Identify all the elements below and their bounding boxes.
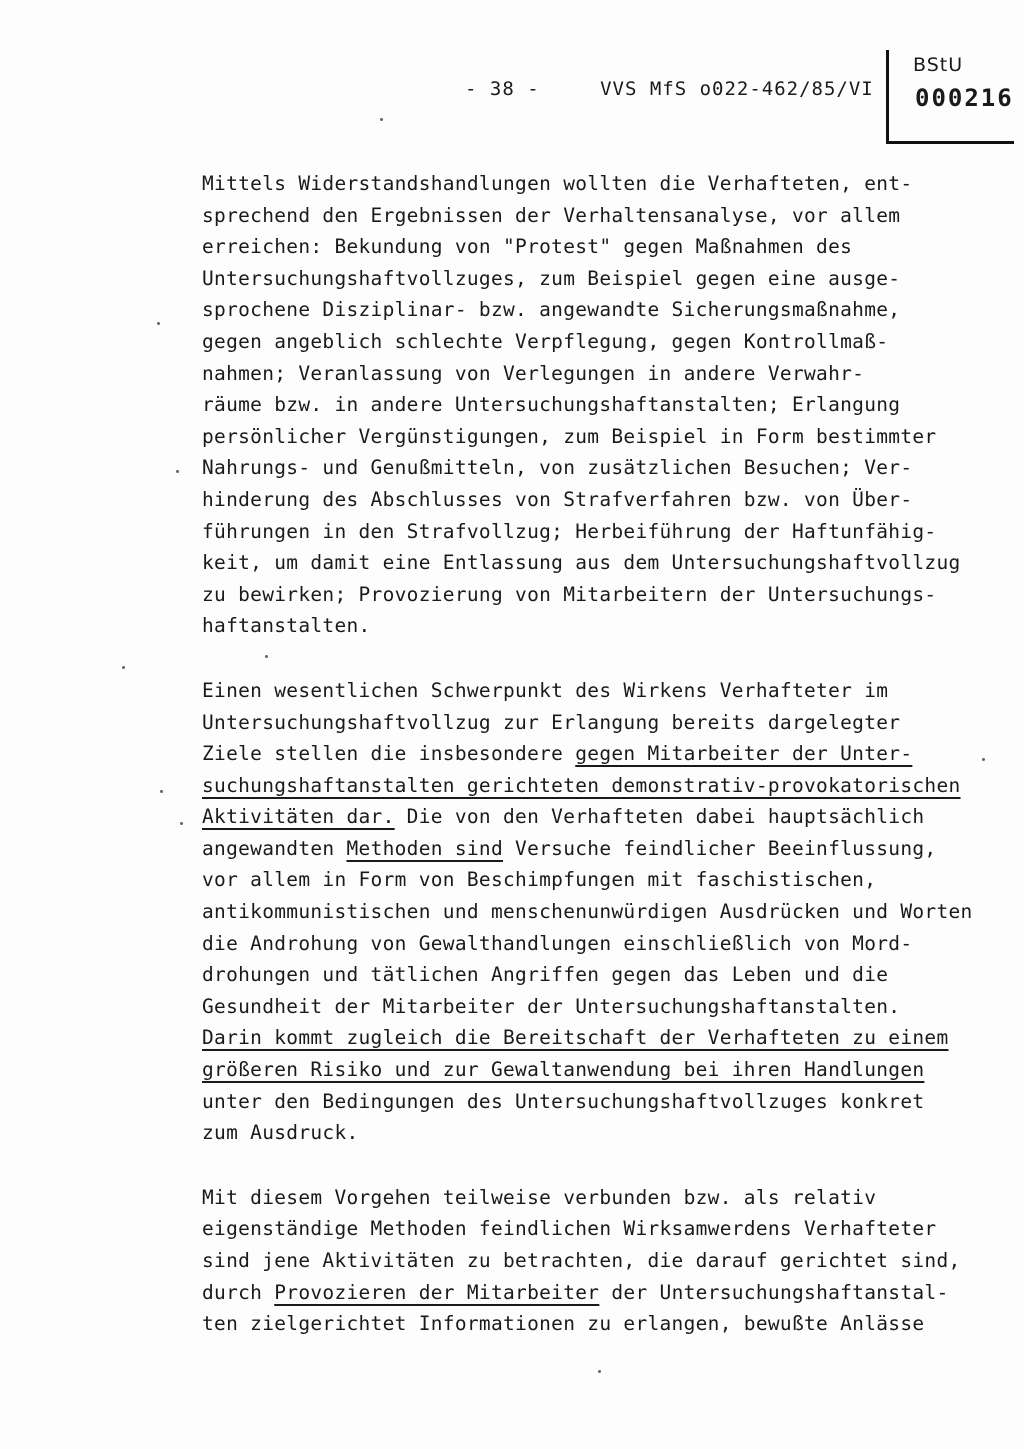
paragraph — [202, 1182, 1002, 1340]
text-line — [202, 1022, 1002, 1054]
text-line — [202, 959, 1002, 991]
text-segment: räume bzw. in andere Untersuchungshaftanstalten; Erlangung — [202, 393, 901, 417]
text-segment: hinderung des Abschlusses von Strafverfahren bzw. von Über- — [202, 487, 913, 511]
text-segment: führungen in den Strafvollzug; Herbeiführung der Haftunfähig- — [202, 519, 937, 543]
text-line — [202, 263, 1002, 295]
text-line — [202, 1213, 1002, 1245]
scan-speck — [122, 666, 125, 669]
text-segment: Versuche feindlicher Beeinflussung, — [503, 836, 937, 860]
text-line — [202, 547, 1002, 579]
body-text — [202, 168, 1002, 1373]
text-line — [202, 864, 1002, 896]
text-segment: Mit diesem Vorgehen teilweise verbunden bzw. als relativ — [202, 1185, 877, 1209]
text-line — [202, 389, 1002, 421]
text-segment: nahmen; Veranlassung von Verlegungen in andere Verwahr- — [202, 361, 865, 385]
underlined-text: Methoden sind — [346, 836, 504, 860]
scan-speck — [380, 118, 383, 121]
text-line — [202, 326, 1002, 358]
stamp-number: 000216 — [915, 84, 1014, 112]
underlined-text: Provozieren der Mitarbeiter — [274, 1280, 600, 1304]
underlined-text: größeren Risiko und zur Gewaltanwendung bei ihren Handlungen — [202, 1058, 925, 1082]
underlined-text: Darin kommt zugleich die Bereitschaft der Verhafteten zu einem — [202, 1026, 949, 1050]
text-line — [202, 231, 1002, 263]
text-line — [202, 452, 1002, 484]
text-line — [202, 579, 1002, 611]
text-segment: sprechend den Ergebnissen der Verhaltensanalyse, vor allem — [202, 203, 901, 227]
text-segment: Gesundheit der Mitarbeiter der Untersuchungshaftanstalten. — [202, 994, 901, 1018]
text-segment: erreichen: Bekundung von "Protest" gegen Maßnahmen des — [202, 235, 853, 259]
page-header — [465, 78, 874, 100]
text-segment: Untersuchungshaftvollzuges, zum Beispiel gegen eine ausge- — [202, 266, 901, 290]
text-line — [202, 421, 1002, 453]
text-line — [202, 200, 1002, 232]
text-line — [202, 1277, 1002, 1309]
scan-speck — [598, 1370, 601, 1373]
scan-speck — [180, 822, 183, 825]
text-segment: durch — [202, 1280, 275, 1304]
scan-speck — [160, 790, 163, 793]
text-line — [202, 801, 1002, 833]
text-segment: haftanstalten. — [202, 614, 371, 638]
text-line — [202, 928, 1002, 960]
text-segment: persönlicher Vergünstigungen, zum Beispiel in Form bestimmter — [202, 424, 937, 448]
text-segment: zu bewirken; Provozierung von Mitarbeitern der Untersuchungs- — [202, 582, 937, 606]
underlined-text: gegen Mitarbeiter der Unter- — [575, 742, 913, 766]
text-segment: unter den Bedingungen des Untersuchungshaftvollzuges konkret — [202, 1089, 925, 1113]
text-segment: keit, um damit eine Entlassung aus dem Untersuchungshaftvollzug — [202, 551, 961, 575]
document-reference: VVS MfS o022-462/85/VI — [600, 78, 874, 100]
paragraph — [202, 168, 1002, 642]
text-line — [202, 770, 1002, 802]
text-segment: Mittels Widerstandshandlungen wollten die Verhafteten, ent- — [202, 172, 913, 195]
text-segment: ten zielgerichtet Informationen zu erlangen, bewußte Anlässe — [202, 1312, 925, 1336]
text-line — [202, 738, 1002, 770]
text-line — [202, 484, 1002, 516]
text-line — [202, 610, 1002, 642]
text-line — [202, 1117, 1002, 1149]
underlined-text: suchungshaftanstalten gerichteten demonstrativ-provokatorischen — [202, 773, 961, 797]
text-line — [202, 168, 1002, 200]
text-segment: antikommunistischen und menschenunwürdigen Ausdrücken und Worten — [202, 900, 973, 924]
text-line — [202, 991, 1002, 1023]
text-line — [202, 707, 1002, 739]
text-segment: sprochene Disziplinar- bzw. angewandte Sicherungsmaßnahme, — [202, 298, 901, 322]
text-segment: Einen wesentlichen Schwerpunkt des Wirkens Verhafteter im — [202, 678, 889, 702]
text-segment: Untersuchungshaftvollzug zur Erlangung bereits dargelegter — [202, 710, 901, 734]
text-line — [202, 358, 1002, 390]
text-segment: vor allem in Form von Beschimpfungen mit faschistischen, — [202, 868, 877, 892]
stamp-label: BStU — [913, 54, 964, 76]
scan-speck — [176, 470, 179, 473]
text-segment: eigenständige Methoden feindlichen Wirksamwerdens Verhafteter — [202, 1217, 937, 1241]
text-segment: die Androhung von Gewalthandlungen einschließlich von Mord- — [202, 931, 913, 955]
text-line — [202, 294, 1002, 326]
text-line — [202, 675, 1002, 707]
text-segment: angewandten — [202, 836, 347, 860]
text-segment: gegen angeblich schlechte Verpflegung, gegen Kontrollmaß- — [202, 329, 889, 353]
text-line — [202, 833, 1002, 865]
text-segment: Die von den Verhafteten dabei hauptsächlich — [394, 805, 925, 829]
text-line — [202, 1308, 1002, 1340]
scan-speck — [157, 322, 160, 325]
text-line — [202, 1182, 1002, 1214]
underlined-text: Aktivitäten dar. — [202, 805, 395, 829]
archive-stamp — [886, 50, 1014, 144]
scan-speck — [265, 655, 268, 658]
text-line — [202, 516, 1002, 548]
text-segment: Nahrungs- und Genußmitteln, von zusätzlichen Besuchen; Ver- — [202, 456, 913, 480]
text-segment: sind jene Aktivitäten zu betrachten, die darauf gerichtet sind, — [202, 1249, 961, 1272]
text-line — [202, 1245, 1002, 1277]
scan-speck — [982, 758, 985, 761]
text-segment: drohungen und tätlichen Angriffen gegen das Leben und die — [202, 963, 889, 987]
page-number: - 38 - — [465, 78, 540, 100]
text-segment: Ziele stellen die insbesondere — [202, 742, 576, 766]
text-segment: zum Ausdruck. — [202, 1121, 359, 1145]
text-line — [202, 1054, 1002, 1086]
text-line — [202, 1086, 1002, 1118]
text-segment: der Untersuchungshaftanstal- — [599, 1280, 949, 1304]
text-line — [202, 896, 1002, 928]
paragraph — [202, 675, 1002, 1149]
